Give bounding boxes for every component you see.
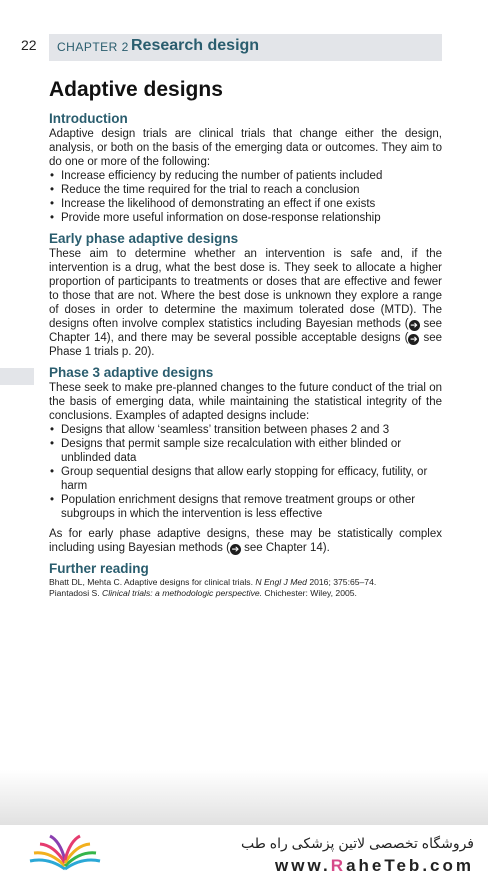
- section-heading: Introduction: [49, 111, 128, 126]
- list-item: • Reduce the time required for the trial to reach a conclusion: [50, 184, 360, 196]
- bullet-icon: •: [50, 424, 55, 436]
- section-introduction: [49, 111, 442, 225]
- side-thumb-tab: [0, 368, 34, 385]
- page-content: [49, 78, 442, 605]
- store-banner: [0, 825, 488, 878]
- list-item: • Provide more useful information on dose-response relationship: [50, 212, 381, 224]
- list-item: • Increase efficiency by reducing the number of patients included: [50, 170, 383, 182]
- chapter-header: [49, 34, 442, 61]
- open-book-icon: [26, 831, 104, 873]
- bullet-icon: •: [50, 184, 55, 196]
- bullet-list: [49, 423, 442, 521]
- paragraph: As for early phase adaptive designs, these may be statistically complex including using Bayesian methods ( ➔ see Chapter 14).: [49, 528, 442, 554]
- arrow-circle-icon: ➔: [410, 334, 418, 344]
- bullet-icon: •: [50, 198, 55, 210]
- section-further-reading: [49, 561, 442, 599]
- list-item: • Group sequential designs that allow early stopping for efficacy, futility, or harm: [50, 466, 428, 492]
- section-phase-3: [49, 365, 442, 555]
- bullet-list: [49, 169, 442, 225]
- section-heading: Phase 3 adaptive designs: [49, 365, 214, 380]
- list-item: • Designs that allow ‘seamless’ transition between phases 2 and 3: [50, 424, 390, 436]
- list-item: • Designs that permit sample size recalculation with either blinded or unblinded data: [50, 438, 402, 464]
- section-heading: Early phase adaptive designs: [49, 231, 239, 246]
- section-heading: Further reading: [49, 561, 149, 576]
- page-bottom-shadow: [0, 770, 488, 825]
- paragraph: Adaptive design trials are clinical trials that change either the design, analysis, or both on the basis of the emerging data or outcomes. They aim to do one or more of the following:: [49, 128, 442, 168]
- arrow-circle-icon: ➔: [231, 544, 240, 554]
- arrow-circle-icon: ➔: [410, 320, 418, 330]
- list-item: • Population enrichment designs that remove treatment groups or other subgroups in which the intervention is less effective: [50, 494, 416, 520]
- paragraph: These seek to make pre-planned changes to the future conduct of the trial on the basis of emerging data, while maintaining the statistical integrity of the conclusions. Examples of adapted designs include:: [49, 382, 442, 422]
- paragraph: These aim to determine whether an intervention is safe and, if the intervention is a drug, what the best dose is. They seek to allocate a higher proportion of participants to treatments or doses that are effective and fewer to those that are not. Where the best dose is unknown they explore a range of doses in order to determine the maximum tolerated dose (MTD). The designs often involve complex statistics including Bayesian methods ( ➔ see Chapter 14), and there may be several possible acceptable designs ( ➔ see Phase 1 trials p. 20).: [49, 248, 442, 358]
- reference-item: Bhatt DL, Mehta C. Adaptive designs for clinical trials. N Engl J Med 2016; 375:65–74.: [49, 577, 377, 587]
- page-title: Adaptive designs: [49, 78, 223, 101]
- section-early-phase: [49, 231, 442, 359]
- store-url[interactable]: www.RaheTeb.com: [275, 856, 474, 875]
- reference-item: Piantadosi S. Clinical trials: a methodologic perspective. Chichester: Wiley, 2005.: [49, 588, 357, 598]
- bullet-icon: •: [50, 466, 55, 478]
- chapter-label: CHAPTER 2: [57, 40, 129, 54]
- chapter-title: Research design: [131, 37, 260, 54]
- bullet-icon: •: [50, 494, 55, 506]
- list-item: • Increase the likelihood of demonstrating an effect if one exists: [50, 198, 376, 210]
- store-name: فروشگاه تخصصی لاتین پزشکی راه طب: [241, 835, 474, 851]
- page-number: 22: [21, 37, 37, 53]
- bullet-icon: •: [50, 438, 55, 450]
- bullet-icon: •: [50, 170, 55, 182]
- bullet-icon: •: [50, 212, 55, 224]
